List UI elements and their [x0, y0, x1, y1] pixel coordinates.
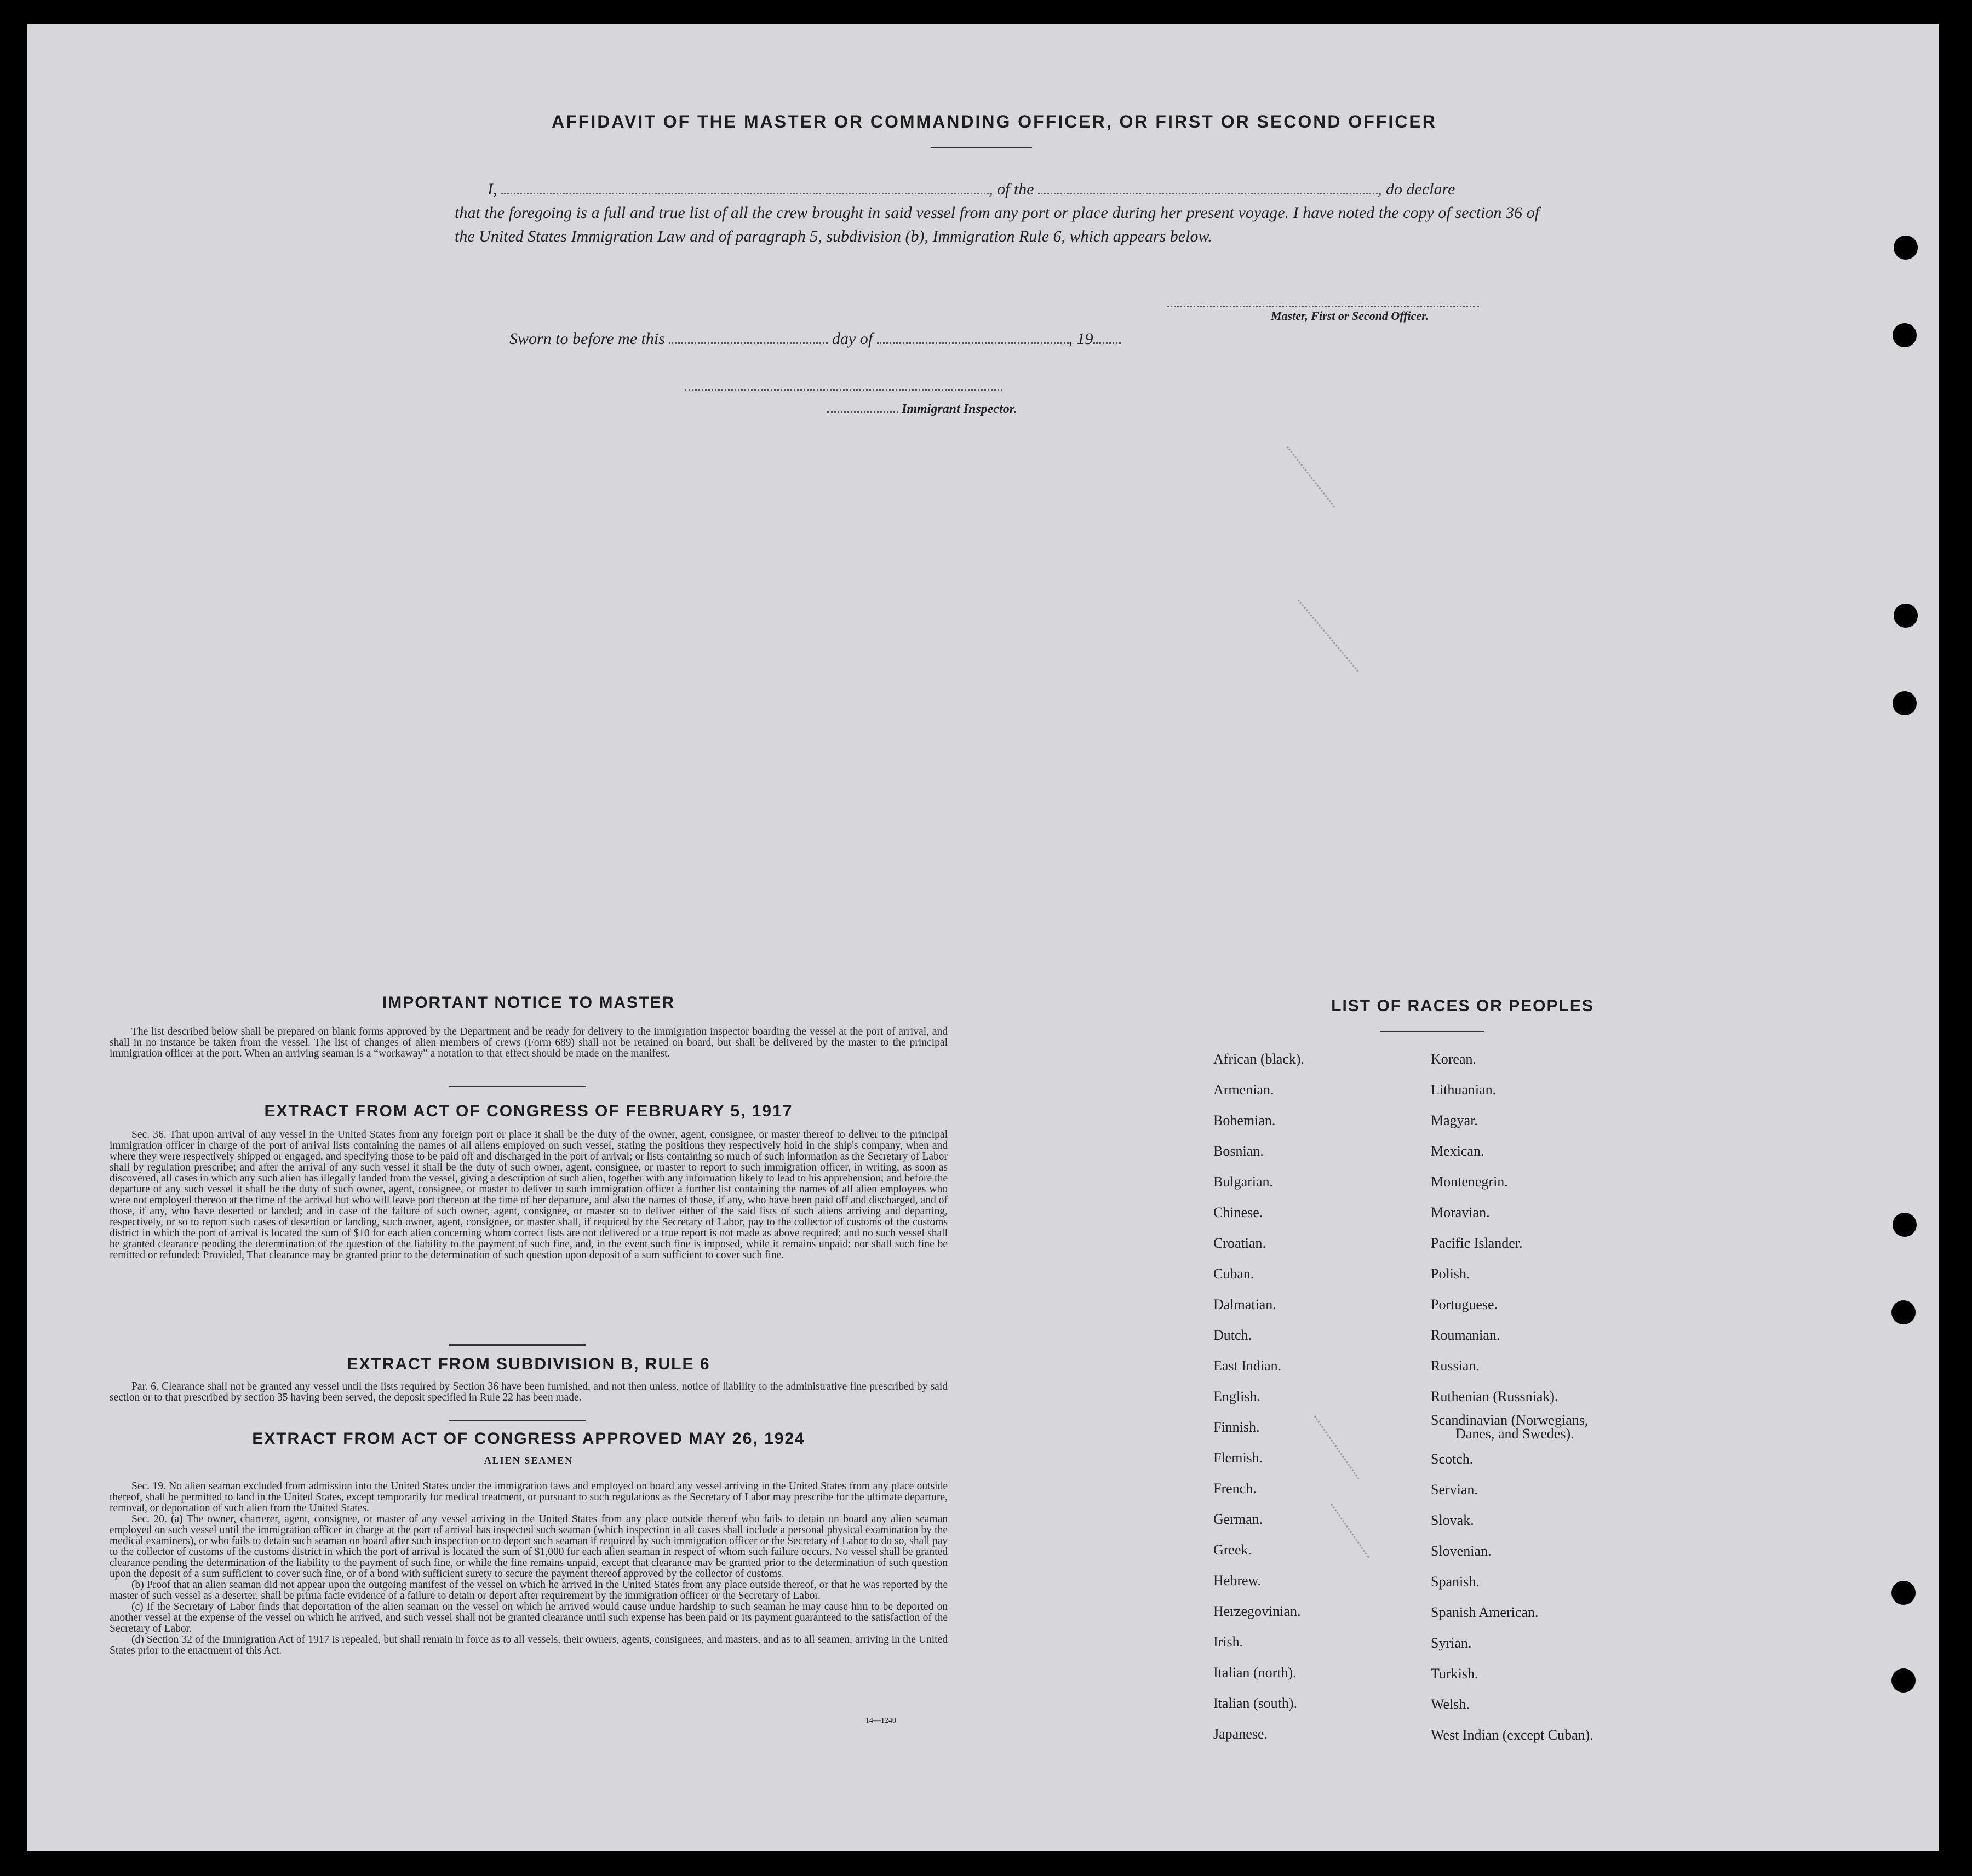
extract-1917-title: EXTRACT FROM ACT OF CONGRESS OF FEBRUARY 5, 1917 [264, 1102, 793, 1120]
race-item: Welsh. [1431, 1696, 1470, 1712]
race-item-line: Danes, and Swedes). [1455, 1426, 1574, 1442]
race-item: Irish. [1213, 1634, 1243, 1650]
rule6-title: EXTRACT FROM SUBDIVISION B, RULE 6 [347, 1355, 710, 1373]
race-item: Cuban. [1213, 1266, 1254, 1282]
inspector-signature-line[interactable] [685, 389, 1002, 391]
sworn-day-blank[interactable] [669, 342, 828, 344]
punch-hole [1893, 1213, 1917, 1237]
races-right-column [1431, 1044, 1593, 1751]
races-left-column [1213, 1044, 1304, 1749]
alien-seamen-subtitle: ALIEN SEAMEN [484, 1455, 574, 1466]
declaration-do-declare: , do declare [1378, 180, 1455, 198]
notice-paragraph: The list described below shall be prepared on blank forms approved by the Department and be ready for delivery to the immigration inspector boarding the vessel at the port of arrival, and shall in no instance be taken from the vessel. The list of changes of alien members of crews (Form 689) shall not be retained on board, but shall be delivered by the master to the principal immigration officer at the port. When an arriving seaman is a “workaway” a notation to that effect should be made on the manifest. [110, 1026, 948, 1059]
race-item: Italian (north). [1213, 1665, 1297, 1680]
inspector-blank[interactable] [827, 411, 898, 413]
race-item: Moravian. [1431, 1204, 1490, 1220]
race-item: Armenian. [1213, 1082, 1274, 1098]
race-item: Slovak. [1431, 1512, 1474, 1528]
punch-hole [1894, 604, 1918, 628]
master-signature-line[interactable] [1167, 306, 1479, 307]
race-item: Servian. [1431, 1482, 1478, 1498]
divider [1380, 1031, 1484, 1032]
race-item: Pacific Islander. [1431, 1235, 1523, 1251]
race-item: Herzegovinian. [1213, 1603, 1301, 1619]
race-item: Montenegrin. [1431, 1174, 1508, 1190]
race-item: Bosnian. [1213, 1143, 1264, 1159]
inspector-label: Immigrant Inspector. [902, 402, 1017, 416]
race-item: Korean. [1431, 1051, 1477, 1067]
sec20c-paragraph: (c) If the Secretary of Labor finds that deportation of the alien seaman on the vessel on which he arrived would cause undue hardship to such seaman he may cause him to be deported on another vessel at the expense of the vessel on which he arrived, and such vessel shall not be granted clearance until such expense has been paid or its payment guaranteed to the satisfaction of the Secretary of Labor. [110, 1601, 948, 1634]
sec19-paragraph: Sec. 19. No alien seaman excluded from admission into the United States under the immigration laws and employed on board any vessel arriving in the United States from any place outside thereof, shall be permitted to land in the United States, except temporarily for medical treatment, or pursuant to such regulations as the Secretary of Labor may prescribe for the ultimate departure, removal, or deportation of such alien from the United States. [110, 1481, 948, 1514]
race-item: West Indian (except Cuban). [1431, 1727, 1593, 1743]
paper-mark [1287, 446, 1335, 508]
race-item: Hebrew. [1213, 1573, 1262, 1588]
race-item: Dalmatian. [1213, 1296, 1276, 1312]
paper-mark [1298, 600, 1359, 672]
document-page [27, 24, 1939, 1851]
punch-hole [1893, 323, 1917, 347]
races-title: LIST OF RACES OR PEOPLES [1331, 997, 1594, 1015]
declaration-of-the: , of the [989, 180, 1034, 198]
race-item: Dutch. [1213, 1327, 1252, 1343]
race-item: East Indian. [1213, 1358, 1282, 1374]
vessel-blank[interactable] [1038, 193, 1378, 194]
divider [931, 147, 1032, 148]
divider [449, 1086, 586, 1087]
sworn-day-of: day of [832, 330, 873, 348]
race-item-scandinavian [1431, 1412, 1593, 1444]
sec20b-paragraph: (b) Proof that an alien seaman did not appear upon the outgoing manifest of the vessel on which he arrived in the United States from any place outside thereof, or that he was reported by the master of such vessel as a deserter, shall be prima facie evidence of a failure to detain or deport after requirement by the immigration officer or the Secretary of Labor. [110, 1579, 948, 1602]
punch-hole [1891, 1300, 1916, 1324]
affidavit-title: AFFIDAVIT OF THE MASTER OR COMMANDING OFFICER, OR FIRST OR SECOND OFFICER [552, 112, 1437, 131]
race-item: Russian. [1431, 1358, 1480, 1374]
sworn-before: Sworn to before me this [509, 330, 665, 348]
race-item: Slovenian. [1431, 1543, 1492, 1559]
extract-1917-text [110, 1129, 948, 1261]
sworn-line [509, 330, 1121, 348]
race-item: Bohemian. [1213, 1112, 1276, 1128]
race-item: Syrian. [1431, 1635, 1472, 1651]
race-item: Croatian. [1213, 1235, 1266, 1251]
declaration-i: I, [488, 180, 497, 198]
race-item: Italian (south). [1213, 1695, 1298, 1711]
race-item: English. [1213, 1389, 1260, 1404]
race-item: Greek. [1213, 1542, 1252, 1558]
declaration-text: that the foregoing is a full and true list of all the crew brought in said vessel from any port or place during her present voyage. I have noted the copy of section 36 of the United States Immigration Law and of paragraph 5, subdivision (b), Immigration Rule 6, which appears below. [455, 204, 1539, 245]
race-item: Spanish American. [1431, 1604, 1539, 1620]
race-item: Magyar. [1431, 1112, 1478, 1128]
race-item: Finnish. [1213, 1419, 1260, 1435]
punch-hole [1893, 691, 1917, 715]
extract-1924-title: EXTRACT FROM ACT OF CONGRESS APPROVED MAY 26, 1924 [252, 1430, 805, 1448]
sec20a-paragraph: Sec. 20. (a) The owner, charterer, agent, consignee, or master of any vessel arriving in the United States from any place outside thereof who fails to detain on board any alien seaman employed on such vessel until the immigration officer in charge at the port of arrival has inspected such seaman (which inspection in all cases shall include a personal physical examination by the medical examiners), or who fails to detain such seaman on board after such inspection or to deport such seaman if required by such immigration officer or the Secretary of Labor to do so, shall pay to the collector of customs of the customs district in which the port of arrival is located the sum of $1,000 for each alien seaman in respect of whom such failure occurs. No vessel shall be granted clearance pending the determination of the liability to the payment of such fine, or while the fine remains unpaid, except that clearance may be granted prior to the determination of such question upon the deposit of a sum sufficient to cover such fine, or of a bond with sufficient surety to secure the payment thereof approved by the collector of customs. [110, 1513, 948, 1580]
race-item: Spanish. [1431, 1574, 1480, 1590]
race-item: Roumanian. [1431, 1327, 1500, 1343]
sworn-year-blank[interactable] [1093, 342, 1121, 344]
race-item: Chinese. [1213, 1204, 1263, 1220]
notice-title: IMPORTANT NOTICE TO MASTER [382, 994, 675, 1012]
sworn-month-blank[interactable] [877, 342, 1069, 344]
form-number: 14—1240 [865, 1717, 896, 1725]
punch-hole [1891, 1581, 1916, 1605]
race-item: Ruthenian (Russniak). [1431, 1389, 1558, 1404]
sworn-year: , 19 [1068, 330, 1093, 348]
race-item: Flemish. [1213, 1450, 1263, 1466]
sec20d-paragraph: (d) Section 32 of the Immigration Act of 1917 is repealed, but shall remain in force as to all vessels, their owners, agents, consignees, and masters, and as to all seamen, arriving in the United States prior to the enactment of this Act. [110, 1634, 948, 1656]
extract-1924-text [110, 1481, 948, 1656]
divider [449, 1344, 586, 1346]
rule6-paragraph: Par. 6. Clearance shall not be granted any vessel until the lists required by Section 36 have been furnished, and not then unless, notice of liability to the administrative fine prescribed by said section or to that prescribed by section 35 having been served, the deposit specified in Rule 22 has been made. [110, 1381, 948, 1403]
punch-hole [1894, 236, 1918, 260]
divider [449, 1420, 586, 1421]
race-item: Polish. [1431, 1266, 1470, 1282]
inspector-signature [827, 402, 1017, 417]
race-item: Mexican. [1431, 1143, 1484, 1159]
rule6-text [110, 1381, 948, 1403]
race-item: Lithuanian. [1431, 1082, 1497, 1098]
declaration-line [455, 177, 1539, 201]
race-item: Turkish. [1431, 1666, 1478, 1682]
paper-mark [1314, 1416, 1360, 1479]
race-item: Bulgarian. [1213, 1174, 1274, 1190]
extract-1917-paragraph: Sec. 36. That upon arrival of any vessel in the United States from any foreign port or place it shall be the duty of the owner, agent, consignee, or master thereof to deliver to the principal immigration officer in charge of the port of arrival lists containing the names of all aliens employed on such vessel, stating the positions they respectively hold in the ship's company, when and where they were respectively shipped or engaged, and specifying those to be paid off and discharged in the port of arrival; or lists containing so much of such information as the Secretary of Labor shall by regulation prescribe; and after the arrival of any such vessel it shall be the duty of such owner, agent, consignee, or master to report to such immigration officer, in writing, as soon as discovered, all cases in which any such alien has illegally landed from the vessel, giving a description of such alien, together with any information likely to lead to his apprehension; and before the departure of any such vessel it shall be the duty of such owner, agent, consignee, or master to deliver to such immigration officer a further list containing the names of all alien employees who were not employed thereon at the time of the arrival but who will leave port thereon at the time of her departure, and also the names of those, if any, who have been paid off and discharged, and of those, if any, who have deserted or landed; and in case of the failure of such owner, agent, consignee, or master so to deliver either of the said lists of such aliens arriving and departing, respectively, or so to report such cases of desertion or landing, such owner, agent, consignee, or master shall, if required by the Secretary of Labor, pay to the collector of customs of the customs district in which the port of arrival is located the sum of $10 for each alien concerning whom correct lists are not delivered or a true report is not made as above required; and no such vessel shall be granted clearance pending the determination of the question of the liability to the payment of such fine, and, in the event such fine is imposed, while it remains unpaid; nor shall such fine be remitted or refunded: Provided, That clearance may be granted prior to the determination of such question upon deposit of a sum sufficient to cover such fine. [110, 1129, 948, 1261]
master-signature-label: Master, First or Second Officer. [1271, 309, 1429, 323]
race-item: French. [1213, 1481, 1257, 1496]
race-item: Portuguese. [1431, 1296, 1498, 1312]
race-item: African (black). [1213, 1051, 1305, 1067]
paper-mark [1331, 1504, 1369, 1558]
name-blank[interactable] [501, 193, 989, 194]
punch-hole [1891, 1668, 1916, 1693]
race-item: Japanese. [1213, 1726, 1268, 1742]
affidavit-body [455, 177, 1539, 248]
race-item-line: Scandinavian (Norwegians, [1431, 1412, 1589, 1428]
race-item: Scotch. [1431, 1451, 1474, 1467]
race-item: German. [1213, 1511, 1263, 1527]
notice-text [110, 1026, 948, 1059]
